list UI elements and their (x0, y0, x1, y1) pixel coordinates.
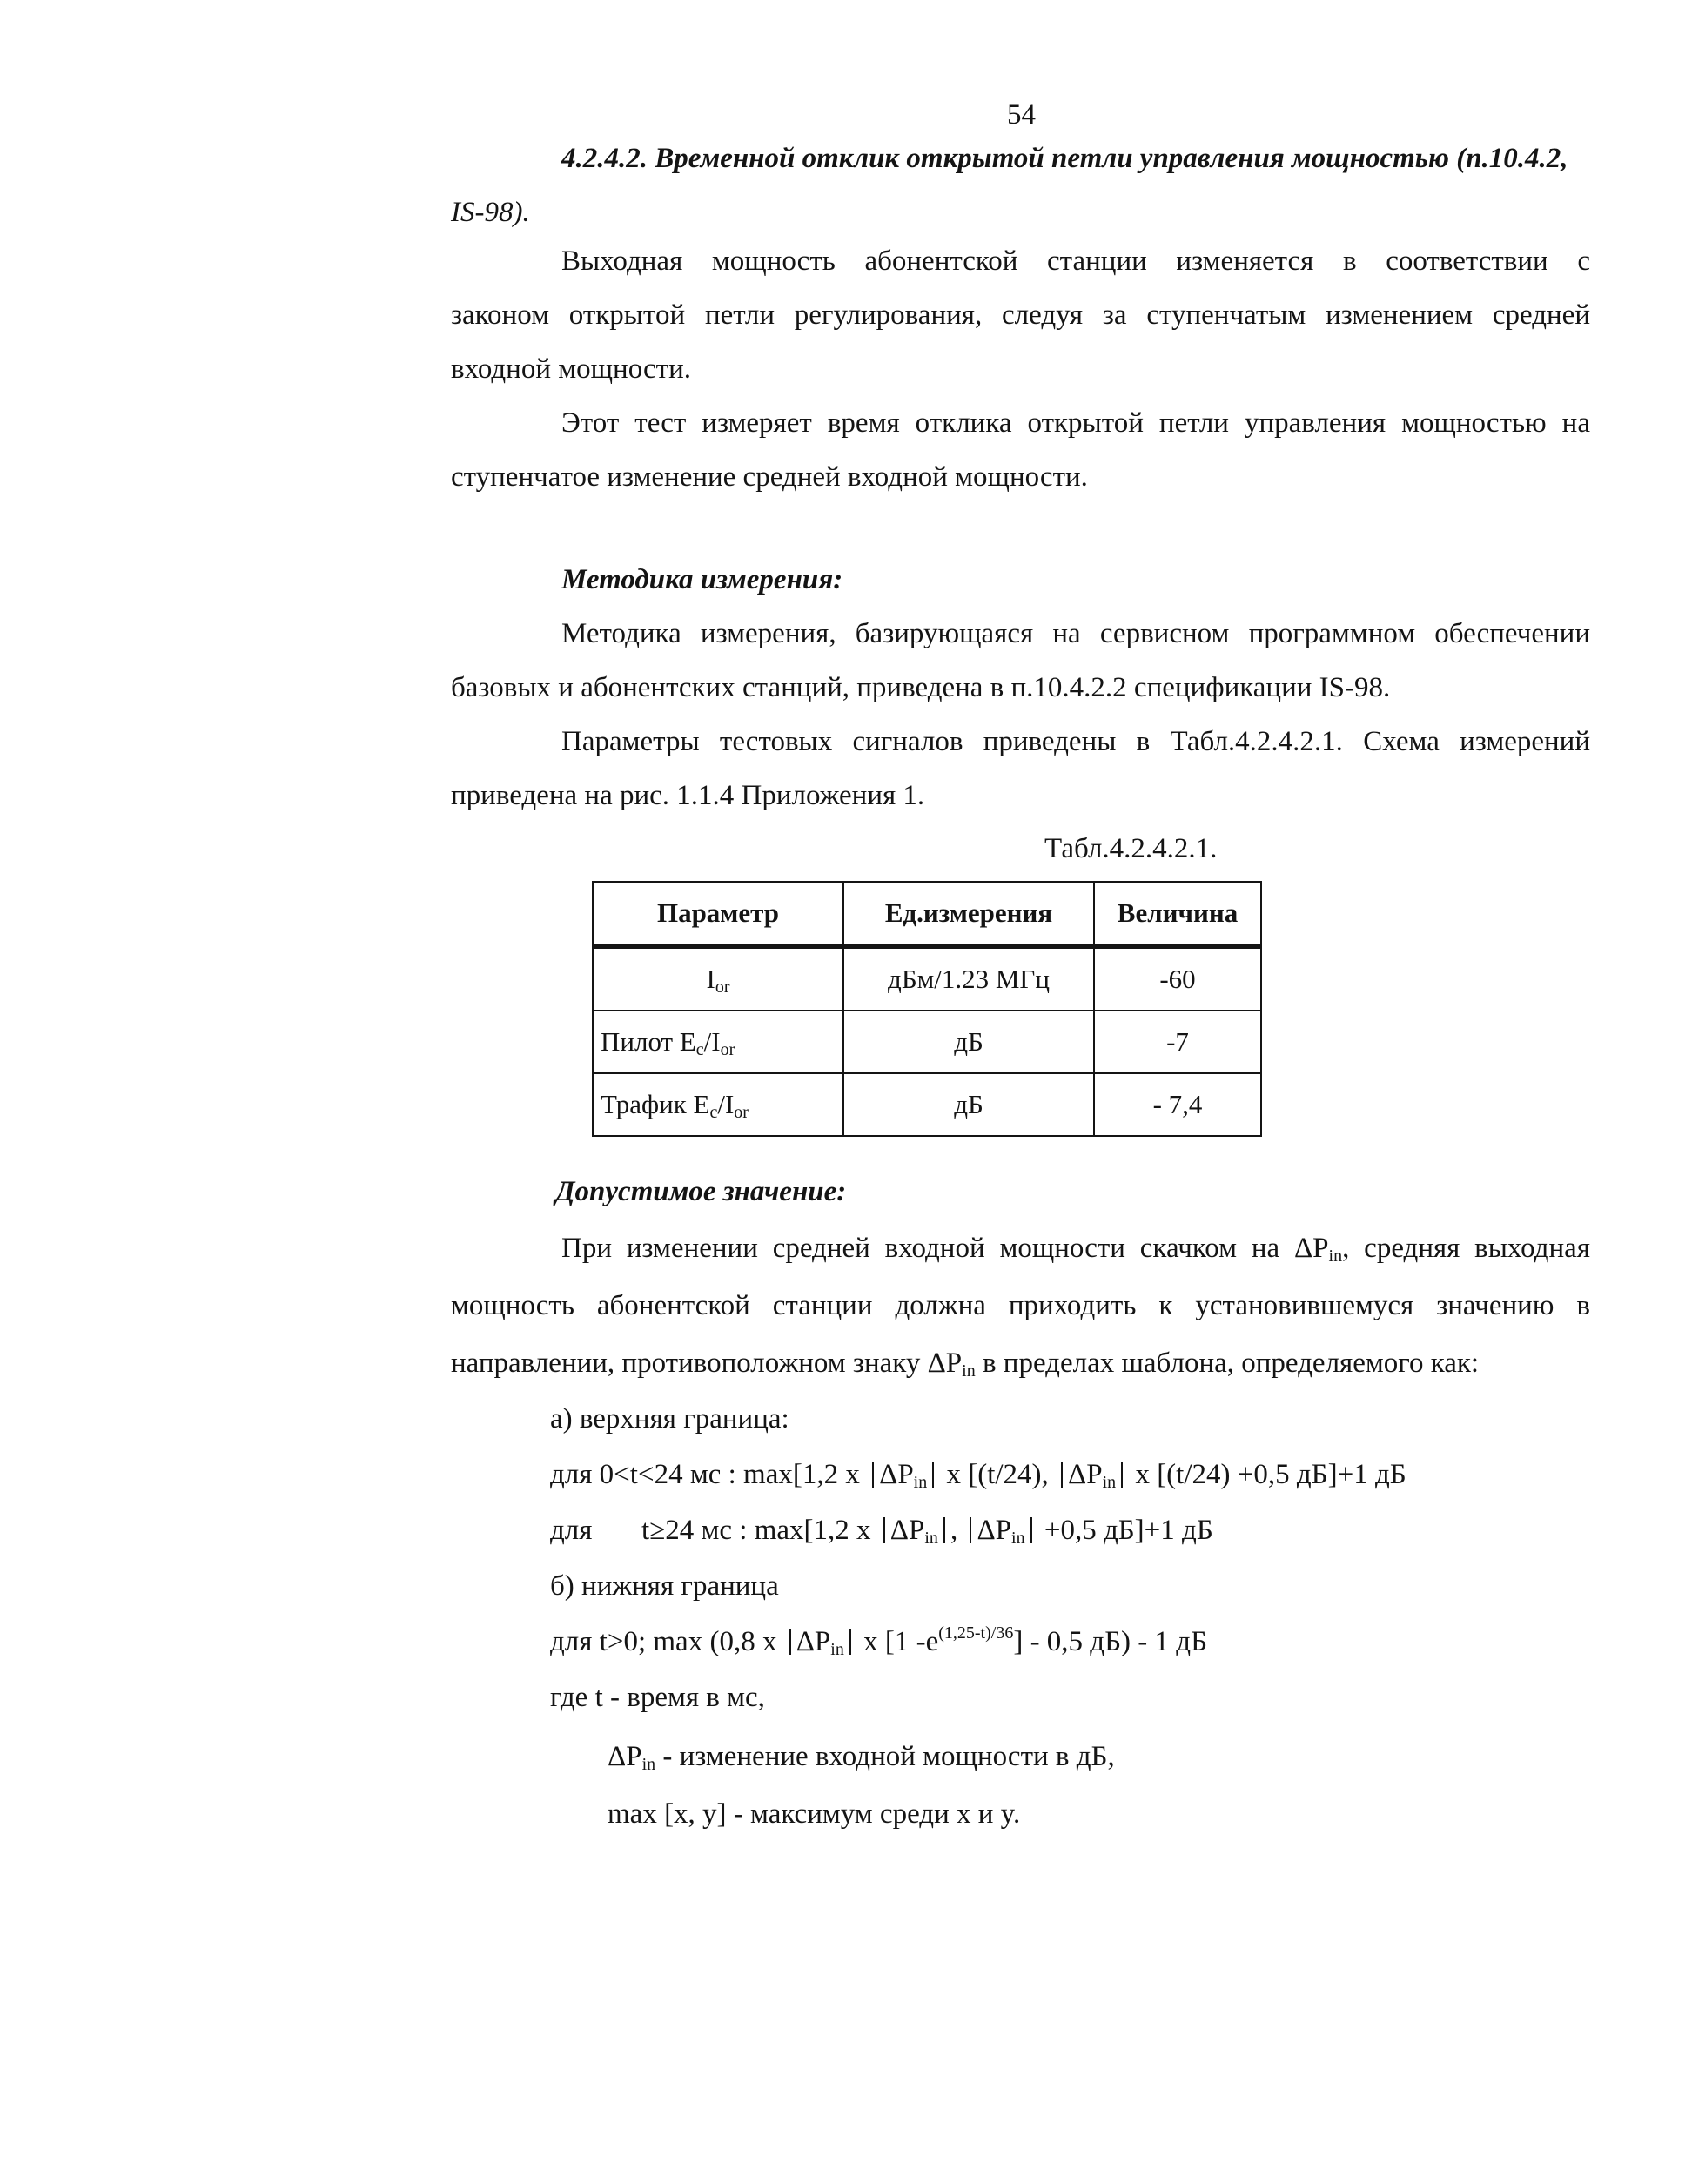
tolerance-paragraph-line-3 (451, 1346, 1479, 1381)
text: , (950, 1515, 965, 1546)
intro-paragraph-1-line-3: входной мощности. (451, 353, 691, 385)
subscript: in (1102, 1473, 1117, 1492)
table-cell-value: -7 (1094, 1011, 1261, 1073)
text: для (550, 1515, 593, 1546)
table-cell-value: -60 (1094, 946, 1261, 1011)
table-header-cell: Величина (1094, 882, 1261, 946)
text: в пределах шаблона, определяемого как: (975, 1347, 1480, 1379)
subscript: in (913, 1473, 928, 1492)
table-cell-param (593, 1011, 843, 1073)
text: направлении, противоположном знаку ΔP (451, 1347, 963, 1379)
delta-p: ΔP (796, 1626, 831, 1657)
lower-bound-label: б) нижняя граница (550, 1570, 779, 1602)
param-text: Трафик E (601, 1089, 710, 1119)
delta-p: ΔP (1068, 1459, 1103, 1490)
table-cell-param (593, 1073, 843, 1136)
table-header-cell: Параметр (593, 882, 843, 946)
text: При изменении средней входной мощности скачком на ΔP (561, 1233, 1329, 1264)
subscript: in (641, 1755, 656, 1774)
section-heading-continuation: IS-98). (451, 197, 530, 228)
where-max-definition: max [x, y] - максимум среди x и y. (608, 1798, 1021, 1830)
text: x [(t/24) +0,5 дБ]+1 дБ (1128, 1459, 1406, 1490)
text: ] - 0,5 дБ) - 1 дБ (1013, 1626, 1208, 1657)
intro-paragraph-1-line-2: законом открытой петли регулирования, следуя за ступенчатым изменением средней (451, 299, 1590, 331)
param-subscript: or (720, 1040, 735, 1059)
table-cell-value: - 7,4 (1094, 1073, 1261, 1136)
table-cell-param (593, 946, 843, 1011)
section-heading: 4.2.4.2. Временной отклик открытой петли управления мощностью (п.10.4.2, (561, 143, 1568, 174)
param-subscript: or (734, 1103, 749, 1122)
subscript: in (962, 1361, 976, 1381)
delta-p: ΔP (977, 1515, 1012, 1546)
text: для t>0; max (0,8 x (550, 1626, 784, 1657)
subscript: in (1011, 1529, 1025, 1548)
text: x [(t/24), (939, 1459, 1057, 1490)
text: для 0<t<24 мс : max[1,2 x (550, 1459, 868, 1490)
tolerance-paragraph-line-2: мощность абонентской станции должна приходить к установившемуся значению в (451, 1290, 1590, 1321)
table-row (593, 1073, 1261, 1136)
parameters-table (592, 881, 1262, 1137)
param-subscript: c (709, 1103, 718, 1122)
tolerance-heading: Допустимое значение: (555, 1176, 847, 1207)
subscript: in (1328, 1247, 1343, 1266)
upper-bound-formula-1 (550, 1457, 1406, 1492)
delta-p: ΔP (608, 1741, 642, 1772)
method-heading: Методика измерения: (561, 564, 843, 595)
delta-p: ΔP (889, 1515, 925, 1546)
text: x [1 -e (856, 1626, 939, 1657)
table-row (593, 1011, 1261, 1073)
param-subscript: c (695, 1040, 704, 1059)
text: , средняя выходная (1342, 1233, 1590, 1264)
subscript: in (830, 1640, 844, 1659)
intro-paragraph-2-line-1: Этот тест измеряет время отклика открытой петли управления мощностью на (561, 407, 1590, 439)
upper-bound-formula-2 (550, 1513, 1213, 1548)
exponent: (1,25-t)/36 (938, 1623, 1014, 1643)
intro-paragraph-2-line-2: ступенчатое изменение средней входной мощности. (451, 461, 1088, 493)
delta-p: ΔP (879, 1459, 914, 1490)
text: t≥24 мс : max[1,2 x (641, 1515, 878, 1546)
lower-bound-formula (550, 1624, 1207, 1659)
where-t-definition: где t - время в мс, (550, 1682, 765, 1713)
table-cell-unit: дБ (843, 1073, 1094, 1136)
method-paragraph-1-line-2: базовых и абонентских станций, приведена в п.10.4.2.2 спецификации IS-98. (451, 672, 1391, 703)
method-paragraph-2-line-1: Параметры тестовых сигналов приведены в Табл.4.2.4.2.1. Схема измерений (561, 726, 1590, 757)
param-text-tail: /I (717, 1089, 735, 1119)
table-cell-unit: дБ (843, 1011, 1094, 1073)
table-header-row (593, 882, 1261, 946)
text: +0,5 дБ]+1 дБ (1037, 1515, 1213, 1546)
method-paragraph-1-line-1: Методика измерения, базирующаяся на сервисном программном обеспечении (561, 618, 1590, 649)
method-paragraph-2-line-2: приведена на рис. 1.1.4 Приложения 1. (451, 780, 925, 811)
table-caption: Табл.4.2.4.2.1. (1044, 833, 1218, 864)
table-header-cell: Ед.измерения (843, 882, 1094, 946)
param-text-tail: /I (703, 1026, 721, 1057)
table-row (593, 946, 1261, 1011)
upper-bound-label: а) верхняя граница: (550, 1403, 789, 1435)
param-subscript: or (715, 978, 730, 997)
param-text: I (706, 964, 715, 994)
table-cell-unit: дБм/1.23 МГц (843, 946, 1094, 1011)
page-number: 54 (1007, 99, 1036, 131)
subscript: in (924, 1529, 938, 1548)
intro-paragraph-1-line-1: Выходная мощность абонентской станции изменяется в соответствии с (561, 245, 1590, 277)
text: - изменение входной мощности в дБ, (655, 1741, 1115, 1772)
where-delta-p-definition (608, 1739, 1115, 1774)
tolerance-paragraph-line-1 (561, 1231, 1590, 1266)
param-text: Пилот E (601, 1026, 696, 1057)
